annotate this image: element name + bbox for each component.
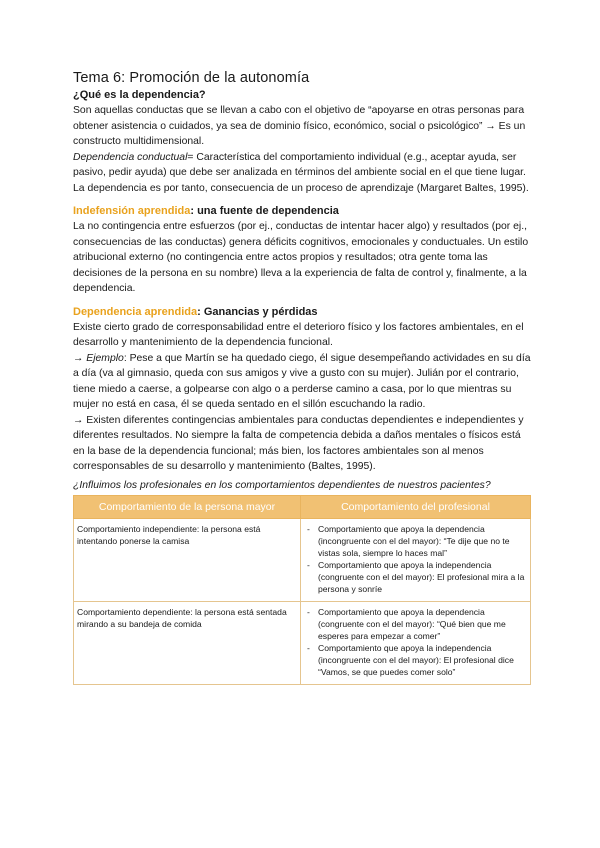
- list-item: - Comportamiento que apoya la dependencia (congruente con el del mayor): “Qué bien que me esperes para empezar a comer”: [304, 606, 527, 642]
- paragraph-indefension: La no contingencia entre esfuerzos (por ej., conductas de intentar hacer algo) y resultados (por ej., consecuencias de las conductas) genera déficits cognitivos, emocionales y conductuales. Un estilo atribucional externo (no contingencia entre actos propios y resultados; otra gente toma las decisiones de la persona en su nombre) lleva a la experiencia de falta de control y, finalmente, a la dependencia.: [73, 221, 529, 294]
- text-ejemplo: : Pese a que Martín se ha quedado ciego, él sigue desempeñando actividades en su día a día (va al gimnasio, queda con sus amigos y vive a gusto con su mujer). Julián por el contrario, tiene miedo a caerse, a golpearse con algo o a perderse camino a casa, por lo que mientras su mujer no está en casa, él se queda sentado en el sillón escuchando la radio.: [73, 352, 531, 410]
- table-row: [74, 601, 531, 684]
- list-item: - Comportamiento que apoya la independencia (congruente con el del mayor): El profesional mira a la persona y sonríe: [304, 559, 527, 595]
- term-dependencia-conductual: Dependencia conductual: [73, 151, 188, 163]
- bullet-list: [304, 606, 527, 678]
- table-header-row: [74, 495, 531, 518]
- label-ejemplo: Ejemplo: [86, 352, 124, 364]
- table-cell-persona: Comportamiento dependiente: la persona está sentada mirando a su bandeja de comida: [74, 601, 301, 684]
- heading-dependencia-orange: Dependencia aprendida: [73, 305, 198, 318]
- definition-dependencia-conductual: = Característica del comportamiento individual (e.g., aceptar ayuda, ser pasivo, pedir ayuda) que debe ser analizada en términos del ambiente social en el que tiene lugar. La dependencia es por tanto, consecuencia de un proceso de aprendizaje (Margaret Baltes, 1995).: [73, 151, 529, 194]
- page-title: Tema 6: Promoción de la autonomía: [73, 70, 310, 86]
- paragraph-corresponsabilidad: Existe cierto grado de corresponsabilidad entre el deterioro físico y los factores ambientales, en el desarrollo y mantenimiento de la dependencia funcional.: [73, 321, 524, 348]
- list-item: - Comportamiento que apoya la independencia (incongruente con el del mayor): El profesional dice “Vamos, se que puedes comer solo”: [304, 642, 527, 678]
- table-question: ¿Influimos los profesionales en los comportamientos dependientes de nuestros pacientes?: [73, 479, 491, 491]
- heading-indefension-orange: Indefensión aprendida: [73, 205, 191, 217]
- paragraph-ejemplo: [73, 351, 531, 413]
- table-cell-profesional: [301, 601, 531, 684]
- behaviour-table: [73, 495, 531, 685]
- heading-que-es-dependencia: ¿Qué es la dependencia?: [73, 89, 206, 101]
- table-header-persona: Comportamiento de la persona mayor: [74, 495, 301, 518]
- table-row: [74, 518, 531, 601]
- document-page: [73, 70, 531, 685]
- heading-dependencia-bold: : Ganancias y pérdidas: [197, 305, 318, 318]
- paragraph-dependencia-conductual: [73, 150, 531, 197]
- arrow-symbol: →: [73, 352, 87, 364]
- bullet-list: [304, 523, 527, 595]
- table-header-profesional: Comportamiento del profesional: [301, 495, 531, 518]
- heading-dependencia-aprendida: [73, 305, 531, 320]
- list-item: - Comportamiento que apoya la dependencia (incongruente con el del mayor): “Te dije que no te vistas sola, siempre lo haces mal”: [304, 523, 527, 559]
- table-cell-profesional: [301, 518, 531, 601]
- paragraph-contingencias: → Existen diferentes contingencias ambientales para conductas dependientes e independientes y diferentes resultados. No siempre la falta de competencia debida a daños mentales o físicos está en la base de la dependencia funcional; más bien, los factores ambientales son al menos corresponsables de su desarrollo y mantenimiento (Baltes, 1995).: [73, 414, 524, 472]
- table-cell-persona: Comportamiento independiente: la persona está intentando ponerse la camisa: [74, 518, 301, 601]
- heading-indefension: [73, 204, 531, 219]
- paragraph-definition: Son aquellas conductas que se llevan a cabo con el objetivo de “apoyarse en otras personas para obtener asistencia o cuidados, ya sea de dominio físico, económico, social o psicológico” → Es un constructo multidimensional.: [73, 105, 526, 147]
- heading-indefension-bold: : una fuente de dependencia: [190, 205, 339, 217]
